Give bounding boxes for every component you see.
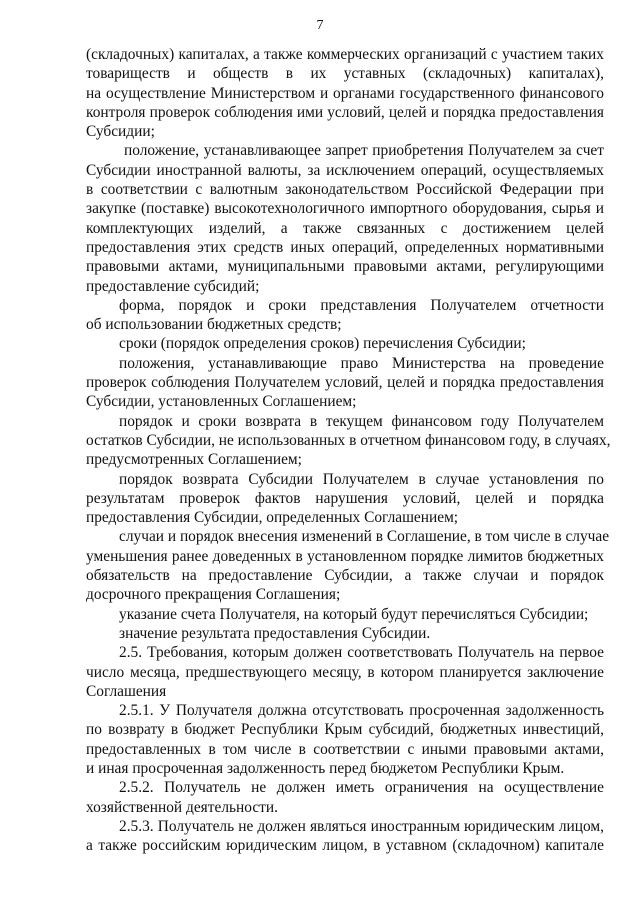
text-line: правовыми актами, муниципальными правовыми актами, регулирующими (86, 258, 604, 276)
text-line: значение результата предоставления Субсидии. (119, 624, 431, 642)
text-line: в соответствии с валютным законодательством Российской Федерации при (86, 181, 604, 199)
text-line: комплектующих изделий, а также связанных с достижением целей (86, 219, 604, 237)
text-line: форма, порядок и сроки представления Получателем отчетности (119, 296, 604, 314)
text-line: положение, устанавливающее запрет приобретения Получателем за счет (124, 142, 604, 160)
text-line: товариществ и обществ в их уставных (складочных) капиталах), (86, 65, 604, 83)
text-line: Соглашения (86, 682, 167, 700)
text-line: закупке (поставке) высокотехнологичного импортного оборудования, сырья и (86, 200, 604, 218)
text-line: по возврату в бюджет Республики Крым субсидий, бюджетных инвестиций, (86, 721, 604, 739)
text-line: а также российским юридическим лицом, в уставном (складочном) капитале (86, 837, 604, 855)
text-line: контроля проверок соблюдения ими условий, целей и порядка предоставления (86, 103, 604, 121)
text-line: порядок и сроки возврата в текущем финансовом году Получателем (119, 412, 604, 430)
text-line: указание счета Получателя, на который будут перечисляться Субсидии; (119, 605, 589, 623)
text-line: порядок возврата Субсидии Получателем в случае установления по (119, 470, 604, 488)
text-line: досрочного прекращения Соглашения; (86, 586, 341, 604)
text-line: Субсидии; (86, 123, 155, 141)
text-line: предусмотренных Соглашением; (86, 451, 302, 469)
text-line: на осуществление Министерством и органами государственного финансового (86, 84, 604, 102)
text-line: 2.5.1. У Получателя должна отсутствовать просроченная задолженность (119, 702, 604, 720)
text-line: результатам проверок фактов нарушения условий, целей и порядка (86, 489, 604, 507)
page-number: 7 (316, 18, 324, 33)
text-line: случаи и порядок внесения изменений в Соглашение, в том числе в случае (119, 528, 610, 546)
text-line: предоставленных в том числе в соответствии с иными правовыми актами, (86, 740, 604, 758)
text-line: Субсидии, установленных Соглашением; (86, 393, 357, 411)
text-line: предоставления Субсидии, определенных Соглашением; (86, 509, 459, 527)
text-line: 2.5.2. Получатель не должен иметь ограничения на осуществление (119, 779, 604, 797)
text-line: предоставление субсидий; (86, 277, 260, 295)
document-body (86, 45, 611, 855)
text-line: остатков Субсидии, не использованных в отчетном финансовом году, в случаях, (86, 431, 611, 449)
text-line: хозяйственной деятельности. (86, 798, 278, 816)
text-line: число месяца, предшествующего месяцу, в котором планируется заключение (86, 663, 604, 681)
text-line: предоставления этих средств иных операций, определенных нормативными (86, 238, 604, 256)
text-line: об использовании бюджетных средств; (86, 316, 342, 334)
text-line: и иная просроченная задолженность перед бюджетом Республики Крым. (86, 759, 565, 777)
text-line: 2.5. Требования, которым должен соответствовать Получатель на первое (119, 644, 604, 662)
text-line: уменьшения ранее доведенных в установленном порядке лимитов бюджетных (86, 547, 604, 565)
text-line: сроки (порядок определения сроков) перечисления Субсидии; (119, 335, 526, 353)
text-line: проверок соблюдения Получателем условий, целей и порядка предоставления (86, 374, 604, 392)
text-line: (складочных) капиталах, а также коммерческих организаций с участием таких (86, 46, 604, 63)
text-line: положения, устанавливающие право Министерства на проведение (119, 354, 604, 372)
text-line: 2.5.3. Получатель не должен являться иностранным юридическим лицом, (119, 817, 604, 835)
text-line: обязательств на предоставление Субсидии, а также случаи и порядок (86, 567, 604, 585)
text-line: Субсидии иностранной валюты, за исключением операций, осуществляемых (86, 161, 604, 179)
